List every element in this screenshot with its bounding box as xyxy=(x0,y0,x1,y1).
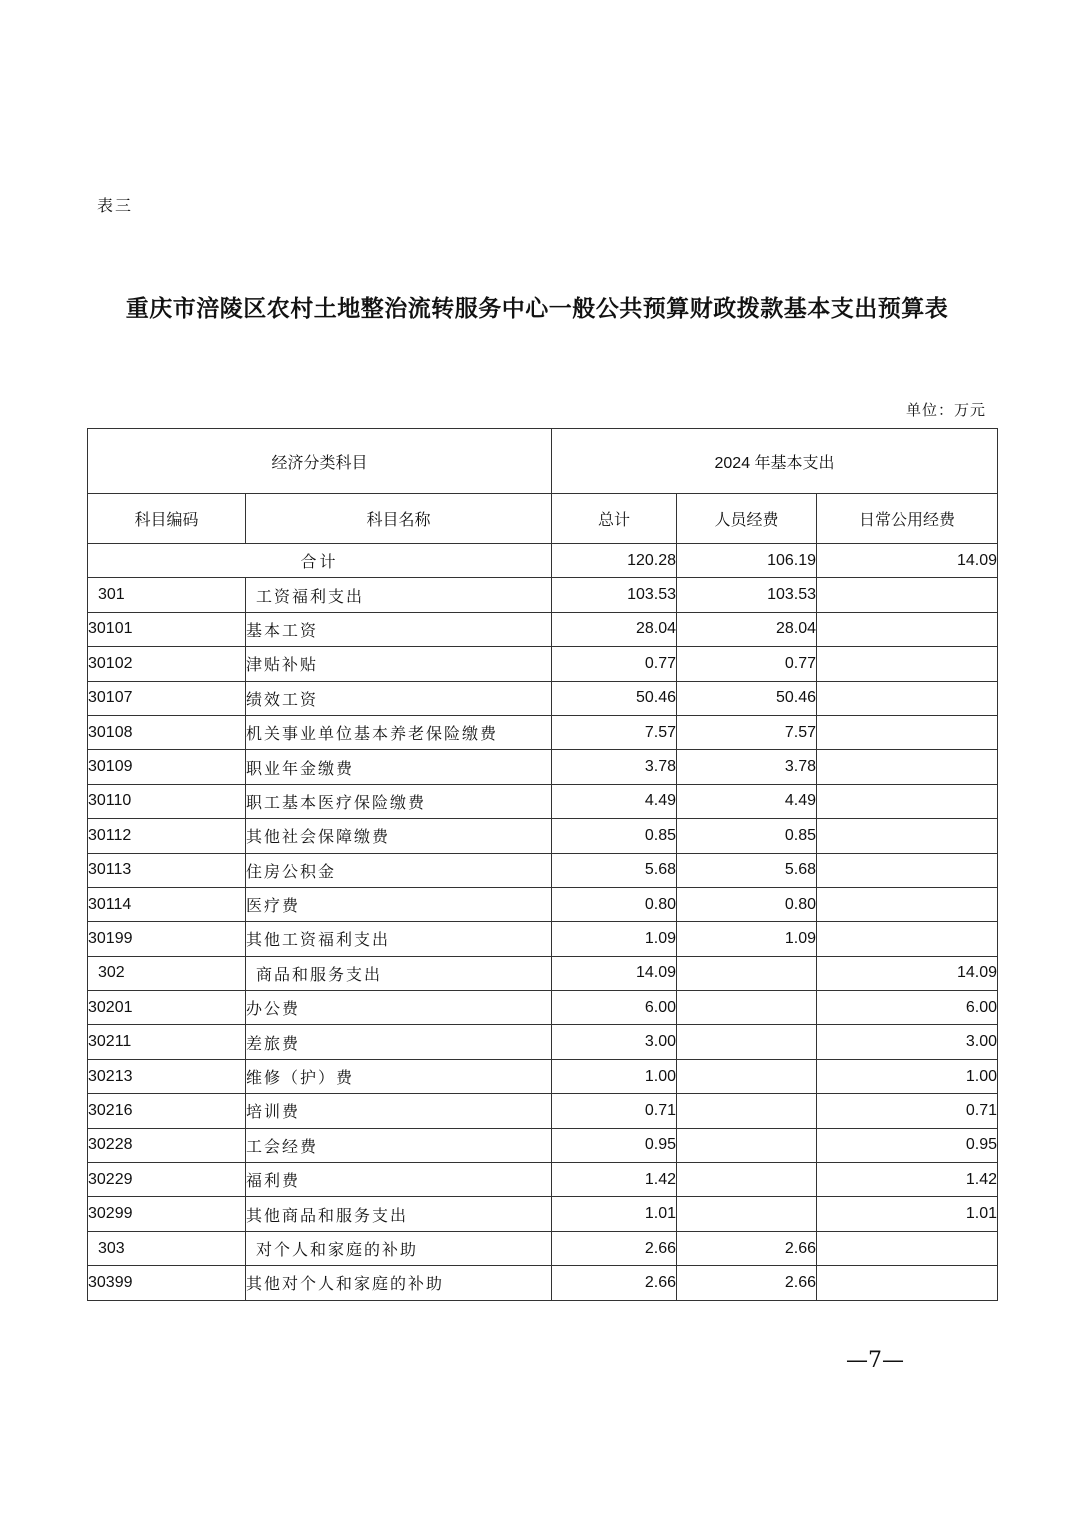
total-label: 合计 xyxy=(88,544,552,578)
subject-code-cell: 30213 xyxy=(88,1059,246,1093)
public-expense-cell xyxy=(817,647,998,681)
subject-name-cell: 对个人和家庭的补助 xyxy=(246,1231,552,1265)
header-subject-code: 科目编码 xyxy=(88,494,246,544)
total-cell: 5.68 xyxy=(552,853,677,887)
unit-label: 单位：万元 xyxy=(905,401,986,419)
total-cell: 28.04 xyxy=(552,612,677,646)
subject-name-cell: 工会经费 xyxy=(246,1128,552,1162)
total-cell: 3.78 xyxy=(552,750,677,784)
public-expense-cell xyxy=(817,853,998,887)
subject-code-cell: 30114 xyxy=(88,887,246,921)
subject-name-cell: 差旅费 xyxy=(246,1025,552,1059)
public-expense-cell xyxy=(817,681,998,715)
public-expense-cell xyxy=(817,922,998,956)
public-expense-cell xyxy=(817,1231,998,1265)
total-row xyxy=(88,544,998,578)
public-expense-cell xyxy=(817,612,998,646)
public-expense-cell xyxy=(817,578,998,612)
personnel-expense-cell: 103.53 xyxy=(677,578,817,612)
header-total: 总计 xyxy=(552,494,677,544)
subject-code-cell: 30399 xyxy=(88,1266,246,1300)
table-row xyxy=(88,647,998,681)
total-personnel: 106.19 xyxy=(677,544,817,578)
public-expense-cell: 1.42 xyxy=(817,1163,998,1197)
total-cell: 1.09 xyxy=(552,922,677,956)
subject-code-cell: 30101 xyxy=(88,612,246,646)
subject-name-cell: 福利费 xyxy=(246,1163,552,1197)
subject-name-cell: 津贴补贴 xyxy=(246,647,552,681)
personnel-expense-cell xyxy=(677,956,817,990)
table-row xyxy=(88,681,998,715)
public-expense-cell: 0.71 xyxy=(817,1094,998,1128)
subject-name-cell: 基本工资 xyxy=(246,612,552,646)
personnel-expense-cell: 3.78 xyxy=(677,750,817,784)
table-row xyxy=(88,1231,998,1265)
subject-code-cell: 30110 xyxy=(88,784,246,818)
public-expense-cell: 0.95 xyxy=(817,1128,998,1162)
subject-code-cell: 30113 xyxy=(88,853,246,887)
total-cell: 1.42 xyxy=(552,1163,677,1197)
personnel-expense-cell: 7.57 xyxy=(677,715,817,749)
personnel-expense-cell xyxy=(677,1163,817,1197)
subject-name-cell: 维修（护）费 xyxy=(246,1059,552,1093)
subject-code-cell: 30229 xyxy=(88,1163,246,1197)
page-title: 重庆市涪陵区农村土地整治流转服务中心一般公共预算财政拨款基本支出预算表 xyxy=(125,295,949,322)
subject-code-cell: 30201 xyxy=(88,991,246,1025)
budget-table xyxy=(87,428,998,1301)
total-cell: 0.80 xyxy=(552,887,677,921)
personnel-expense-cell: 2.66 xyxy=(677,1231,817,1265)
header-personnel-expense: 人员经费 xyxy=(677,494,817,544)
table-row xyxy=(88,887,998,921)
subject-code-cell: 30107 xyxy=(88,681,246,715)
public-expense-cell: 14.09 xyxy=(817,956,998,990)
total-cell: 0.77 xyxy=(552,647,677,681)
personnel-expense-cell xyxy=(677,1128,817,1162)
public-expense-cell xyxy=(817,715,998,749)
total-cell: 1.00 xyxy=(552,1059,677,1093)
personnel-expense-cell: 5.68 xyxy=(677,853,817,887)
table-row xyxy=(88,1128,998,1162)
table-row xyxy=(88,956,998,990)
total-cell: 14.09 xyxy=(552,956,677,990)
table-row xyxy=(88,819,998,853)
table-row xyxy=(88,1059,998,1093)
subject-name-cell: 工资福利支出 xyxy=(246,578,552,612)
personnel-expense-cell xyxy=(677,1025,817,1059)
table-row xyxy=(88,1025,998,1059)
subject-name-cell: 医疗费 xyxy=(246,887,552,921)
subject-code-cell: 30299 xyxy=(88,1197,246,1231)
subject-code-cell: 301 xyxy=(88,578,246,612)
header-basic-expenditure: 2024 年基本支出 xyxy=(552,429,998,494)
personnel-expense-cell: 0.77 xyxy=(677,647,817,681)
subject-name-cell: 其他商品和服务支出 xyxy=(246,1197,552,1231)
subject-code-cell: 30211 xyxy=(88,1025,246,1059)
table-row xyxy=(88,1163,998,1197)
table-row xyxy=(88,578,998,612)
header-economic-classification: 经济分类科目 xyxy=(88,429,552,494)
subject-name-cell: 绩效工资 xyxy=(246,681,552,715)
table-row xyxy=(88,1094,998,1128)
subject-name-cell: 机关事业单位基本养老保险缴费 xyxy=(246,715,552,749)
total-cell: 1.01 xyxy=(552,1197,677,1231)
total-cell: 4.49 xyxy=(552,784,677,818)
table-row xyxy=(88,922,998,956)
header-public-expense: 日常公用经费 xyxy=(817,494,998,544)
table-row xyxy=(88,1266,998,1300)
subject-code-cell: 30108 xyxy=(88,715,246,749)
public-expense-cell: 1.00 xyxy=(817,1059,998,1093)
table-header-group-row xyxy=(88,429,998,494)
personnel-expense-cell xyxy=(677,1059,817,1093)
personnel-expense-cell: 2.66 xyxy=(677,1266,817,1300)
table-header-row xyxy=(88,494,998,544)
total-cell: 50.46 xyxy=(552,681,677,715)
subject-code-cell: 302 xyxy=(88,956,246,990)
subject-code-cell: 30102 xyxy=(88,647,246,681)
personnel-expense-cell xyxy=(677,1197,817,1231)
personnel-expense-cell: 4.49 xyxy=(677,784,817,818)
personnel-expense-cell xyxy=(677,991,817,1025)
page-number: —7— xyxy=(846,1348,904,1373)
table-row xyxy=(88,991,998,1025)
total-cell: 0.85 xyxy=(552,819,677,853)
table-row xyxy=(88,750,998,784)
subject-code-cell: 303 xyxy=(88,1231,246,1265)
public-expense-cell xyxy=(817,819,998,853)
subject-name-cell: 住房公积金 xyxy=(246,853,552,887)
public-expense-cell: 3.00 xyxy=(817,1025,998,1059)
subject-name-cell: 职工基本医疗保险缴费 xyxy=(246,784,552,818)
public-expense-cell: 1.01 xyxy=(817,1197,998,1231)
public-expense-cell xyxy=(817,784,998,818)
total-sum: 120.28 xyxy=(552,544,677,578)
public-expense-cell xyxy=(817,750,998,784)
subject-code-cell: 30199 xyxy=(88,922,246,956)
subject-name-cell: 办公费 xyxy=(246,991,552,1025)
subject-name-cell: 商品和服务支出 xyxy=(246,956,552,990)
subject-code-cell: 30216 xyxy=(88,1094,246,1128)
subject-code-cell: 30112 xyxy=(88,819,246,853)
total-cell: 3.00 xyxy=(552,1025,677,1059)
total-cell: 0.71 xyxy=(552,1094,677,1128)
total-cell: 0.95 xyxy=(552,1128,677,1162)
header-subject-name: 科目名称 xyxy=(246,494,552,544)
personnel-expense-cell: 1.09 xyxy=(677,922,817,956)
table-row xyxy=(88,853,998,887)
public-expense-cell: 6.00 xyxy=(817,991,998,1025)
total-cell: 103.53 xyxy=(552,578,677,612)
table-row xyxy=(88,715,998,749)
total-cell: 6.00 xyxy=(552,991,677,1025)
personnel-expense-cell: 28.04 xyxy=(677,612,817,646)
subject-name-cell: 其他社会保障缴费 xyxy=(246,819,552,853)
personnel-expense-cell: 0.80 xyxy=(677,887,817,921)
total-cell: 2.66 xyxy=(552,1231,677,1265)
subject-code-cell: 30228 xyxy=(88,1128,246,1162)
total-cell: 2.66 xyxy=(552,1266,677,1300)
subject-name-cell: 职业年金缴费 xyxy=(246,750,552,784)
subject-name-cell: 其他对个人和家庭的补助 xyxy=(246,1266,552,1300)
personnel-expense-cell xyxy=(677,1094,817,1128)
table-row xyxy=(88,1197,998,1231)
subject-code-cell: 30109 xyxy=(88,750,246,784)
personnel-expense-cell: 0.85 xyxy=(677,819,817,853)
table-row xyxy=(88,612,998,646)
public-expense-cell xyxy=(817,887,998,921)
subject-name-cell: 培训费 xyxy=(246,1094,552,1128)
public-expense-cell xyxy=(817,1266,998,1300)
table-row xyxy=(88,784,998,818)
table-number-label: 表三 xyxy=(97,196,134,215)
subject-name-cell: 其他工资福利支出 xyxy=(246,922,552,956)
total-cell: 7.57 xyxy=(552,715,677,749)
total-public: 14.09 xyxy=(817,544,998,578)
personnel-expense-cell: 50.46 xyxy=(677,681,817,715)
